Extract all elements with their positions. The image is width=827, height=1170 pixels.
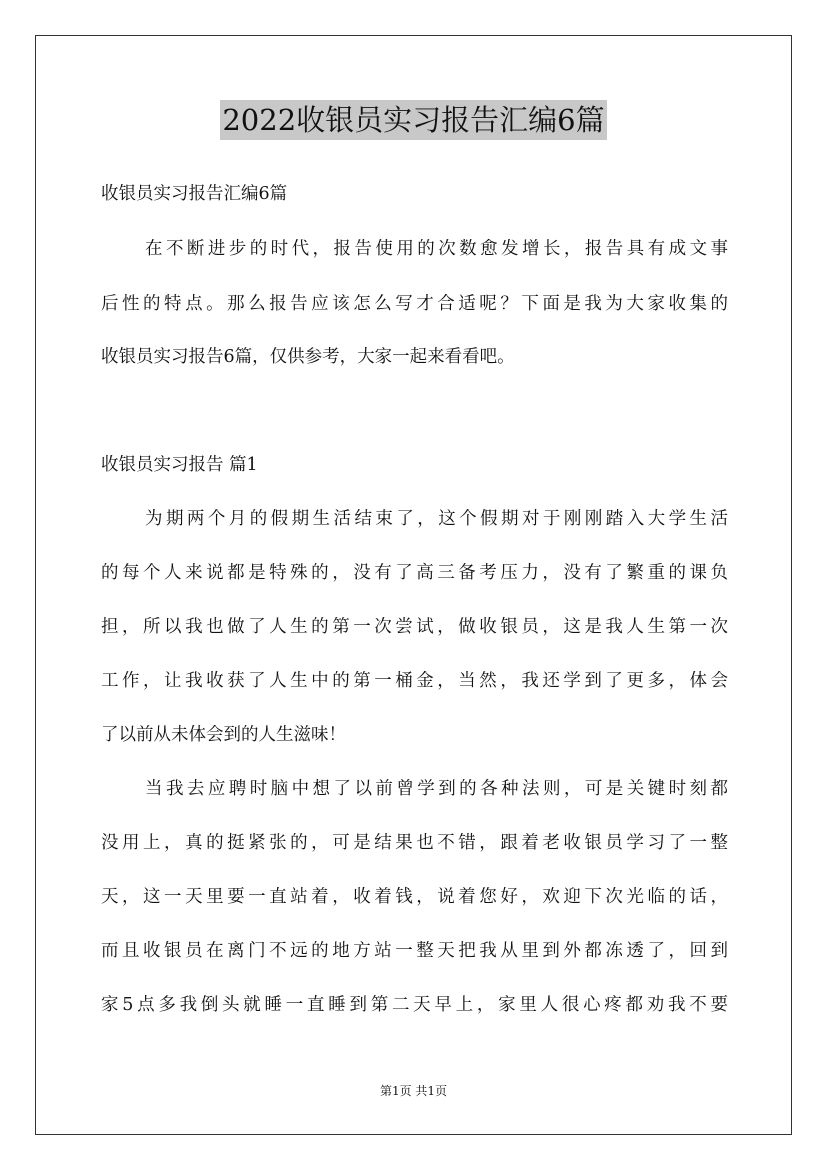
page-number: 第1页 共1页 [379, 1084, 448, 1098]
title-wrapper [0, 100, 827, 140]
intro-line: 在不断进步的时代，报告使用的次数愈发增长，报告具有成文事 [145, 239, 728, 259]
paragraph-line: 家5点多我倒头就睡一直睡到第二天早上，家里人很心疼都劝我不要 [101, 995, 728, 1015]
paragraph-line: 担，所以我也做了人生的第一次尝试，做收银员，这是我人生第一次 [101, 617, 728, 637]
paragraph-line: 的每个人来说都是特殊的，没有了高三备考压力，没有了繁重的课负 [101, 563, 728, 583]
section-heading: 收银员实习报告 篇1 [101, 455, 258, 475]
intro-line: 后性的特点。那么报告应该怎么写才合适呢？下面是我为大家收集的 [101, 294, 728, 314]
paragraph-line: 了以前从未体会到的人生滋味！ [101, 725, 346, 745]
document-title: 2022收银员实习报告汇编6篇 [220, 100, 606, 140]
document-subtitle: 收银员实习报告汇编6篇 [101, 184, 288, 204]
paragraph-line: 没用上，真的挺紧张的，可是结果也不错，跟着老收银员学习了一整 [101, 833, 728, 853]
paragraph-line: 为期两个月的假期生活结束了，这个假期对于刚刚踏入大学生活 [145, 509, 728, 529]
paragraph-line: 而且收银员在离门不远的地方站一整天把我从里到外都冻透了，回到 [101, 941, 728, 961]
paragraph-line: 工作，让我收获了人生中的第一桶金，当然，我还学到了更多，体会 [101, 671, 728, 691]
paragraph-line: 当我去应聘时脑中想了以前曾学到的各种法则，可是关键时刻都 [145, 779, 728, 799]
paragraph-line: 天，这一天里要一直站着，收着钱，说着您好，欢迎下次光临的话， [101, 887, 728, 907]
intro-line: 收银员实习报告6篇，仅供参考，大家一起来看看吧。 [101, 347, 515, 367]
